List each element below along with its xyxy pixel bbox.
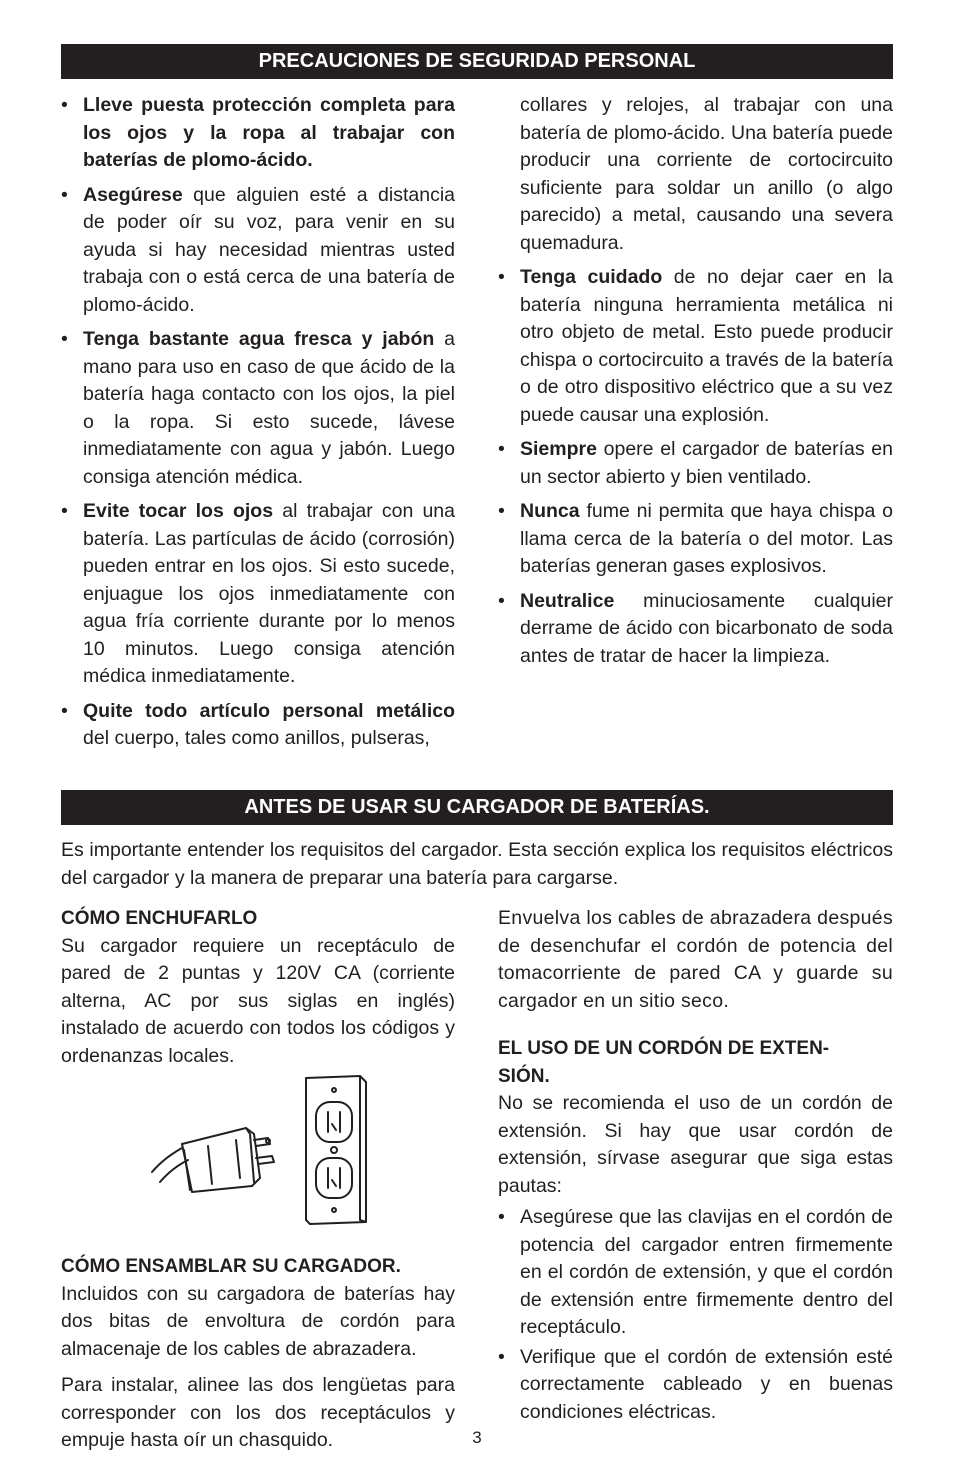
install-paragraph: Para instalar, alinee las dos lengüetas para corresponder con los dos receptáculos y empuje hasta oír un chasquido. xyxy=(61,1374,455,1451)
intro-paragraph: Es importante entender los requisitos del cargador. Esta sección explica los requisitos eléctricos del cargador y la manera de preparar una batería para cargarse. xyxy=(61,839,893,889)
extension-heading: EL USO DE UN CORDÓN DE EXTEN- SIÓN. xyxy=(498,1038,830,1087)
assemble-paragraph: Incluidos con su cargadora de baterías hay dos bitas de envoltura de cordón para almacenaje de los cables de abrazadera. xyxy=(61,1282,455,1360)
extension-paragraph: No se recomienda el uso de un cordón de extensión. Si hay que usar cordón de extensión, sírvase asegurar que siga estas pautas: xyxy=(498,1092,893,1197)
assemble-heading: CÓMO ENSAMBLAR SU CARGADOR. xyxy=(61,1256,401,1277)
safety-bullet: • Quite todo artículo personal metálico del cuerpo, tales como anillos, pulseras, xyxy=(61,698,455,753)
plug-and-outlet-illustration xyxy=(150,1074,380,1226)
section-heading-safety: PRECAUCIONES DE SEGURIDAD PERSONAL xyxy=(61,44,893,79)
safety-bullet: • Nunca fume ni permita que haya chispa o llama cerca de la batería o del motor. Las baterías generan gases explosivos. xyxy=(498,498,893,581)
safety-bullet: • Lleve puesta protección completa para los ojos y la ropa al trabajar con baterías de plomo-ácido. xyxy=(61,92,455,175)
safety-column-left xyxy=(61,92,455,760)
safety-bullet: • Evite tocar los ojos al trabajar con una batería. Las partículas de ácido (corrosión) pueden entrar en los ojos. Si esto sucede, enjuague los ojos inmediatamente con agua fría corriente durante por lo menos 10 minutos. Luego consiga atención médica inmediatamente. xyxy=(61,498,455,691)
safety-bullet: • Siempre opere el cargador de baterías en un sector abierto y bien ventilado. xyxy=(498,436,893,491)
safety-bullet: • Neutralice minuciosamente cualquier derrame de ácido con bicarbonato de soda antes de tratar de hacer la limpieza. xyxy=(498,588,893,671)
safety-bullet-continuation: collares y relojes, al trabajar con una batería de plomo-ácido. Una batería puede producir una corriente de cortocircuito suficiente para soldar un anillo (o algo parecido) a metal, causando una severa quemadura. xyxy=(520,94,893,254)
extension-bullet: • Verifique que el cordón de extensión esté correctamente cableado y en buenas condiciones eléctricas. xyxy=(498,1344,893,1427)
page-number: 3 xyxy=(472,1428,482,1447)
wrap-paragraph: Envuelva los cables de abrazadera después de desenchufar el cordón de potencia del tomacorriente de pared CA y guarde su cargador en un sitio seco. xyxy=(498,907,893,1012)
before-use-column-right xyxy=(498,905,893,1433)
safety-column-right xyxy=(498,92,893,677)
plug-paragraph: Su cargador requiere un receptáculo de pared de 2 puntas y 120V CA (corriente alterna, AC por sus siglas en inglés) instalado de acuerdo con todos los códigos y ordenanzas locales. xyxy=(61,934,455,1067)
extension-bullet: • Asegúrese que las clavijas en el cordón de potencia del cargador entren firmemente en el cordón de extensión, y que el cordón de extensión entre firmemente dentro del receptáculo. xyxy=(498,1204,893,1342)
safety-bullet: • Tenga cuidado de no dejar caer en la batería ninguna herramienta metálica ni otro objeto de metal. Esto puede producir chispa o cortocircuito a través de la batería o de otro dispositivo eléctrico que a su vez puede causar una explosión. xyxy=(498,264,893,429)
section-heading-before-use: ANTES DE USAR SU CARGADOR DE BATERÍAS. xyxy=(61,790,893,825)
safety-bullet: • Asegúrese que alguien esté a distancia de poder oír su voz, para venir en su ayuda si hay necesidad mientras usted trabaja con o está cerca de una batería de plomo-ácido. xyxy=(61,182,455,320)
plug-heading: CÓMO ENCHUFARLO xyxy=(61,908,258,929)
safety-bullet: • Tenga bastante agua fresca y jabón a mano para uso en caso de que ácido de la batería haga contacto con los ojos, la piel o la ropa. Si esto sucede, lávese inmediatamente con agua y jabón. Luego consiga atención médica. xyxy=(61,326,455,491)
